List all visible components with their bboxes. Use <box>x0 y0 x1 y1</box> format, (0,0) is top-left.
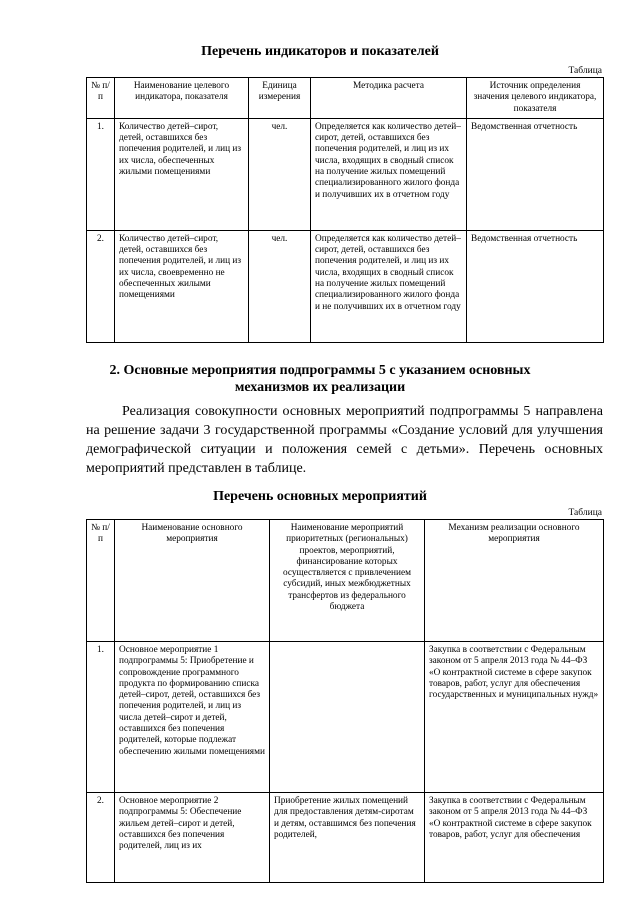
activities-table <box>86 519 604 883</box>
cell-activity-name: Основное мероприятие 1 подпрограммы 5: Приобретение и сопровождение программного продукта по формированию списка детей–сирот, детей, оставшихся без попечения родителей, и лиц из числа детей–сирот и детей, оставшихся без попечения родителей, которые подлежат обеспечению жилыми помещениями <box>115 642 270 793</box>
table-header-row <box>87 78 604 119</box>
section-heading <box>0 362 640 396</box>
cell-source: Ведомственная отчетность <box>467 230 604 342</box>
section-heading-line1: 2. Основные мероприятия подпрограммы 5 с указанием основных <box>109 363 531 378</box>
indicators-table <box>86 77 604 343</box>
header-indicator-name: Наименование целевого индикатора, показателя <box>115 78 249 119</box>
header-method: Методика расчета <box>311 78 467 119</box>
header-num: № п/п <box>87 78 115 119</box>
table-row <box>87 642 604 793</box>
table-row <box>87 793 604 883</box>
cell-source: Ведомственная отчетность <box>467 118 604 230</box>
cell-mechanism: Закупка в соответствии с Федеральным законом от 5 апреля 2013 года № 44–ФЗ «О контрактной системе в сфере закупок товаров, работ, услуг для обеспечения государственных и муниципальных нужд» <box>425 642 604 793</box>
table-row <box>87 118 604 230</box>
header-num: № п/п <box>87 520 115 642</box>
header-mechanism: Механизм реализации основного мероприятия <box>425 520 604 642</box>
header-projects: Наименование мероприятий приоритетных (региональных) проектов, мероприятий, финансирование которых осуществляется с привлечением субсидий, иных межбюджетных трансфертов из федерального бюджета <box>270 520 425 642</box>
cell-indicator-name: Количество детей–сирот, детей, оставшихся без попечения родителей, и лиц из их числа, своевременно не обеспеченных жилыми помещениями <box>115 230 249 342</box>
table1-label: Таблица <box>568 66 602 76</box>
header-activity-name: Наименование основного мероприятия <box>115 520 270 642</box>
cell-projects: Приобретение жилых помещений для предоставления детям-сиротам и детям, оставшимся без попечения родителей, <box>270 793 425 883</box>
cell-mechanism: Закупка в соответствии с Федеральным законом от 5 апреля 2013 года № 44–ФЗ «О контрактной системе в сфере закупок товаров, работ, услуг для обеспечения <box>425 793 604 883</box>
cell-unit: чел. <box>249 230 311 342</box>
cell-num: 1. <box>87 118 115 230</box>
cell-num: 1. <box>87 642 115 793</box>
table2-title: Перечень основных мероприятий <box>213 489 427 504</box>
header-unit: Единица измерения <box>249 78 311 119</box>
cell-num: 2. <box>87 793 115 883</box>
header-source: Источник определения значения целевого индикатора, показателя <box>467 78 604 119</box>
cell-projects <box>270 642 425 793</box>
table2-label: Таблица <box>568 508 602 518</box>
cell-indicator-name: Количество детей–сирот, детей, оставшихся без попечения родителей, и лиц из их числа, обеспеченных жилыми помещениями <box>115 118 249 230</box>
section-heading-line2: механизмов их реализации <box>234 380 406 395</box>
cell-num: 2. <box>87 230 115 342</box>
cell-unit: чел. <box>249 118 311 230</box>
table-header-row <box>87 520 604 642</box>
body-paragraph: Реализация совокупности основных мероприятий подпрограммы 5 направлена на решение задачи 3 государственной программы «Создание условий для улучшения демографической ситуации и положения семей с детьми». Перечень основных мероприятий представлен в таблице. <box>86 404 603 476</box>
table-row <box>87 230 604 342</box>
cell-method: Определяется как количество детей–сирот, детей, оставшихся без попечения родителей, и лиц из их числа, входящих в сводный список на получение жилых помещений специализированного жилого фонда и не получивших их в отчетном году <box>311 230 467 342</box>
cell-activity-name: Основное мероприятие 2 подпрограммы 5: Обеспечение жильем детей–сирот и детей, оставшихся без попечения родителей, лиц из их <box>115 793 270 883</box>
table1-title: Перечень индикаторов и показателей <box>201 44 439 59</box>
cell-method: Определяется как количество детей–сирот, детей, оставшихся без попечения родителей, и лиц из их числа, входящих в сводный список на получение жилых помещений специализированного жилого фонда и получивших их в отчетном году <box>311 118 467 230</box>
